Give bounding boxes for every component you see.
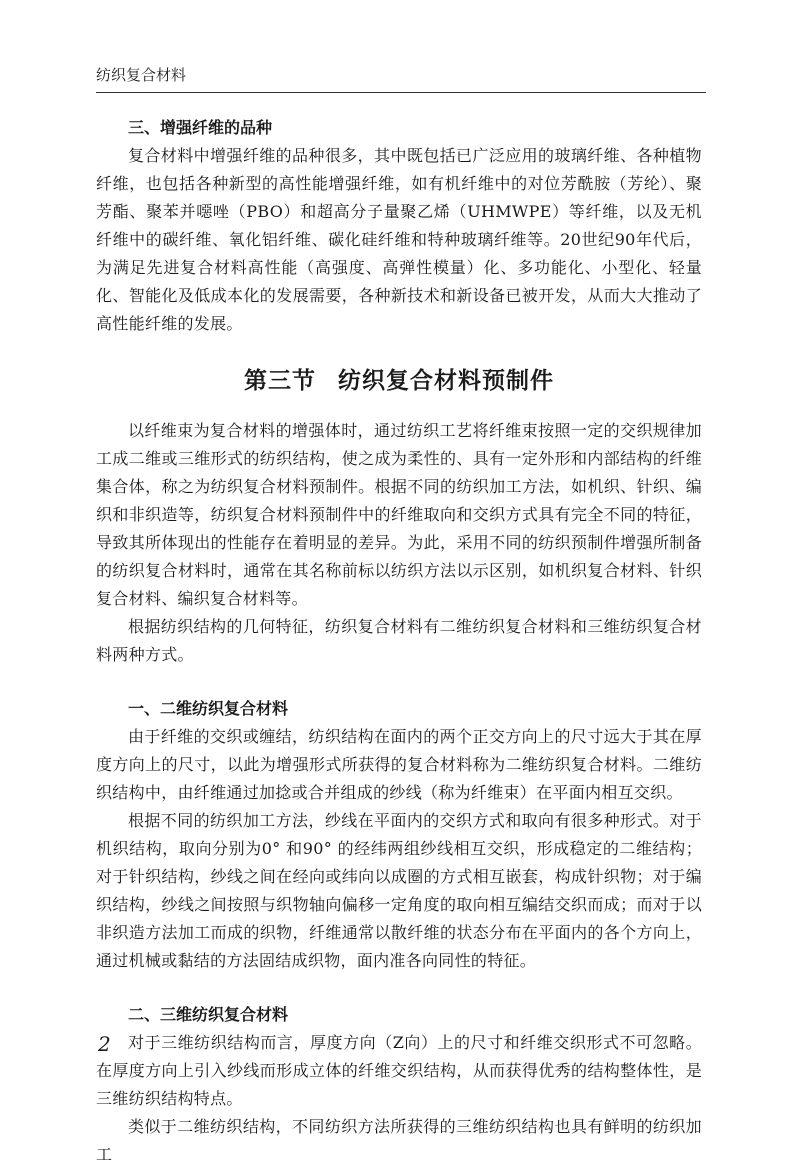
paragraph: 对于三维纺织结构而言，厚度方向（Z向）上的尺寸和纤维交织形式不可忽略。在厚度方向上引入纱线而形成立体的纤维交织结构，从而获得优秀的结构整体性，是三维纺织结构特点。 bbox=[96, 1033, 702, 1108]
paragraph: 由于纤维的交织或缠结，纺织结构在面内的两个正交方向上的尺寸远大于其在厚度方向上的尺寸，以此为增强形式所获得的复合材料称为二维纺织复合材料。二维纺织结构中，由纤维通过加捻或合并组成的纱线（称为纤维束）在平面内相互交织。 bbox=[96, 727, 702, 802]
paragraph: 复合材料中增强纤维的品种很多，其中既包括已广泛应用的玻璃纤维、各种植物纤维，也包括各种新型的高性能增强纤维，如有机纤维中的对位芳酰胺（芳纶）、聚芳酯、聚苯并噁唑（PBO）和超高分子量聚乙烯（UHMWPE）等纤维，以及无机纤维中的碳纤维、氧化铝纤维、碳化硅纤维和特种玻璃纤维等。20世纪90年代后，为满足先进复合材料高性能（高强度、高弹性模量）化、多功能化、小型化、轻量化、智能化及低成本化的发展需要，各种新技术和新设备已被开发，从而大大推动了高性能纤维的发展。 bbox=[96, 146, 702, 333]
subsection-heading-fiber-types: 三、增强纤维的品种 bbox=[128, 118, 273, 137]
section-title bbox=[96, 362, 702, 395]
section-title-text: 纺织复合材料预制件 bbox=[338, 367, 554, 394]
subsection-heading-3d: 二、三维纺织复合材料 bbox=[128, 1005, 289, 1024]
page-number: 2 bbox=[98, 1032, 111, 1056]
page-content bbox=[96, 114, 702, 1169]
header-rule bbox=[96, 92, 706, 93]
paragraph: 类似于二维纺织结构，不同纺织方法所获得的三维纺织结构也具有鲜明的纺织加工 bbox=[96, 1117, 702, 1164]
running-header: 纺织复合材料 bbox=[96, 66, 187, 84]
subsection-heading-2d: 一、二维纺织复合材料 bbox=[128, 699, 289, 718]
paragraph: 根据纺织结构的几何特征，纺织复合材料有二维纺织复合材料和三维纺织复合材料两种方式。 bbox=[96, 617, 702, 664]
section-number: 第三节 bbox=[244, 367, 316, 394]
paragraph: 根据不同的纺织加工方法，纱线在平面内的交织方式和取向有很多种形式。对于机织结构，取向分别为0° 和90° 的经纬两组纱线相互交织，形成稳定的二维结构；对于针织结构，纱线之间在经向或纬向以成圈的方式相互嵌套，构成针织物；对于编织结构，纱线之间按照与织物轴向偏移一定角度的取向相互编结交织而成；而对于以非织造方法加工而成的织物，纤维通常以散纤维的状态分布在平面内的各个方向上，通过机械或黏结的方法固结成织物，面内准各向同性的特征。 bbox=[96, 811, 702, 970]
paragraph: 以纤维束为复合材料的增强体时，通过纺织工艺将纤维束按照一定的交织规律加工成二维或三维形式的纺织结构，使之成为柔性的、具有一定外形和内部结构的纤维集合体，称之为纺织复合材料预制件。根据不同的纺织加工方法，如机织、针织、编织和非织造等，纺织复合材料预制件中的纤维取向和交织方式具有完全不同的特征，导致其所体现出的性能存在着明显的差异。为此，采用不同的纺织预制件增强所制备的纺织复合材料时，通常在其名称前标以纺织方法以示区别，如机织复合材料、针织复合材料、编织复合材料等。 bbox=[96, 421, 702, 608]
